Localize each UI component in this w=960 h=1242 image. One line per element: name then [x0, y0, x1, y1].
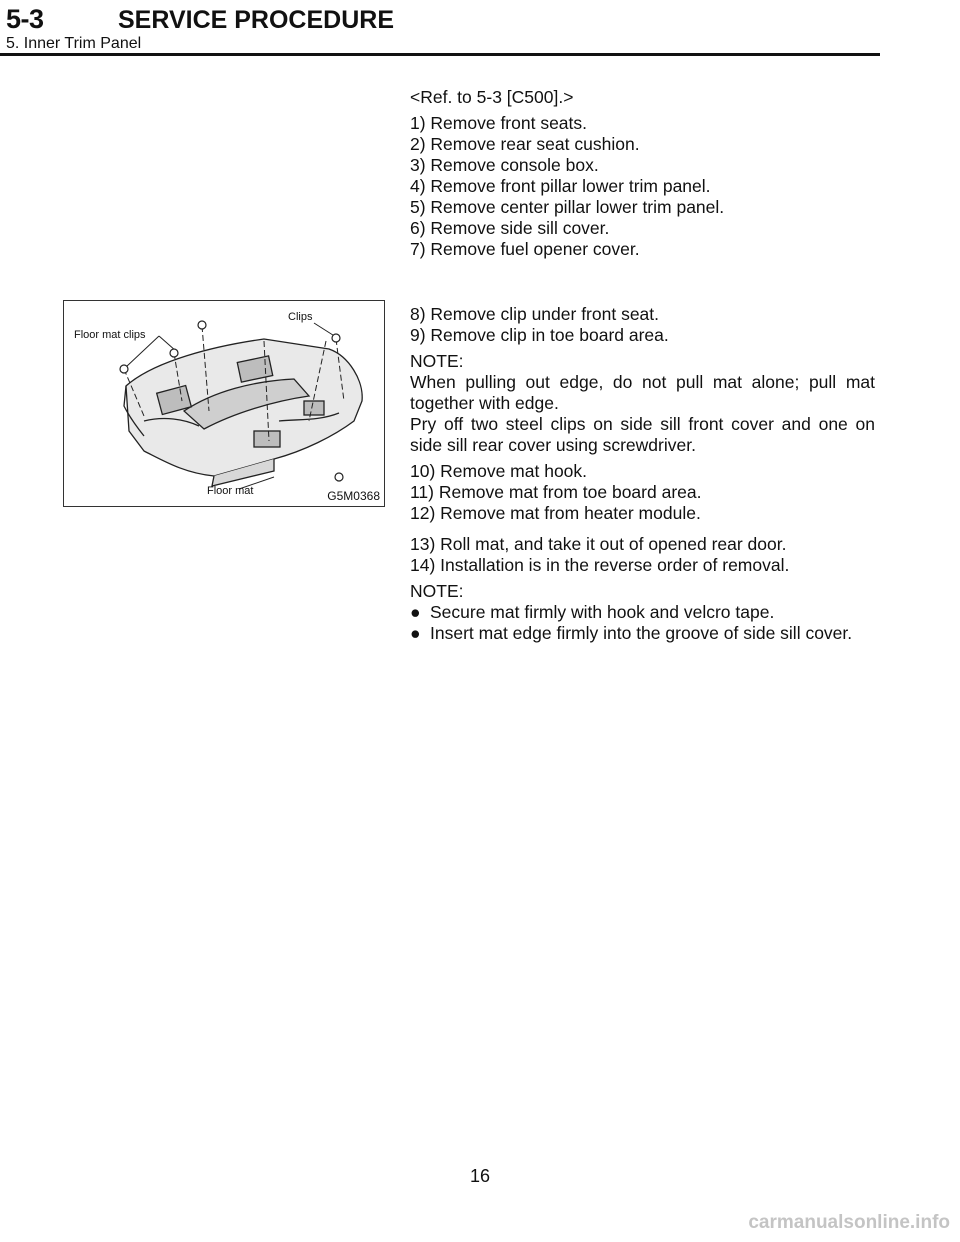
step: 3) Remove console box. — [410, 155, 599, 175]
watermark: carmanualsonline.info — [748, 1212, 950, 1233]
step: 9) Remove clip in toe board area. — [410, 325, 669, 345]
floor-mat-label: Floor mat — [207, 485, 254, 497]
steps-block-1 — [410, 87, 875, 260]
steps-block-2 — [410, 304, 875, 524]
note-item: ● Secure mat firmly with hook and velcro tape. — [410, 602, 775, 622]
clips-label: Clips — [288, 311, 313, 323]
step: 11) Remove mat from toe board area. — [410, 482, 702, 502]
step: 12) Remove mat from heater module. — [410, 503, 701, 523]
floor-mat-figure — [63, 300, 385, 507]
note-label: NOTE: — [410, 351, 464, 371]
steps-block-3 — [410, 534, 875, 644]
figure-code: G5M0368 — [327, 489, 380, 503]
step: 13) Roll mat, and take it out of opened rear door. — [410, 534, 787, 554]
step: 14) Installation is in the reverse order of removal. — [410, 555, 790, 575]
reference-link[interactable]: <Ref. to 5-3 [C500].> — [410, 87, 574, 107]
step: 4) Remove front pillar lower trim panel. — [410, 176, 711, 196]
note-item: ● Insert mat edge firmly into the groove of side sill cover. — [410, 623, 853, 643]
subsection-title: 5. Inner Trim Panel — [6, 35, 142, 52]
page-number: 16 — [469, 1166, 491, 1186]
step: 6) Remove side sill cover. — [410, 218, 610, 238]
step: 2) Remove rear seat cushion. — [410, 134, 640, 154]
section-number: 5-3 — [6, 4, 44, 34]
step: 7) Remove fuel opener cover. — [410, 239, 640, 259]
floor-mat-clips-label: Floor mat clips — [74, 329, 146, 341]
section-title: SERVICE PROCEDURE — [118, 6, 394, 34]
step: 5) Remove center pillar lower trim panel. — [410, 197, 725, 217]
note-line: When pulling out edge, do not pull mat alone; pull mat — [410, 372, 875, 392]
bullet-icon: ● — [410, 623, 421, 643]
note-line: Pry off two steel clips on side sill front cover and one on — [410, 414, 875, 434]
step: 10) Remove mat hook. — [410, 461, 588, 481]
header-rule — [0, 53, 880, 56]
note-line: side sill rear cover using screwdriver. — [410, 435, 696, 455]
note-label: NOTE: — [410, 581, 464, 601]
bullet-icon: ● — [410, 602, 421, 622]
step: 8) Remove clip under front seat. — [410, 304, 660, 324]
note-line: together with edge. — [410, 393, 559, 413]
page-header — [0, 0, 960, 60]
step: 1) Remove front seats. — [410, 113, 588, 133]
